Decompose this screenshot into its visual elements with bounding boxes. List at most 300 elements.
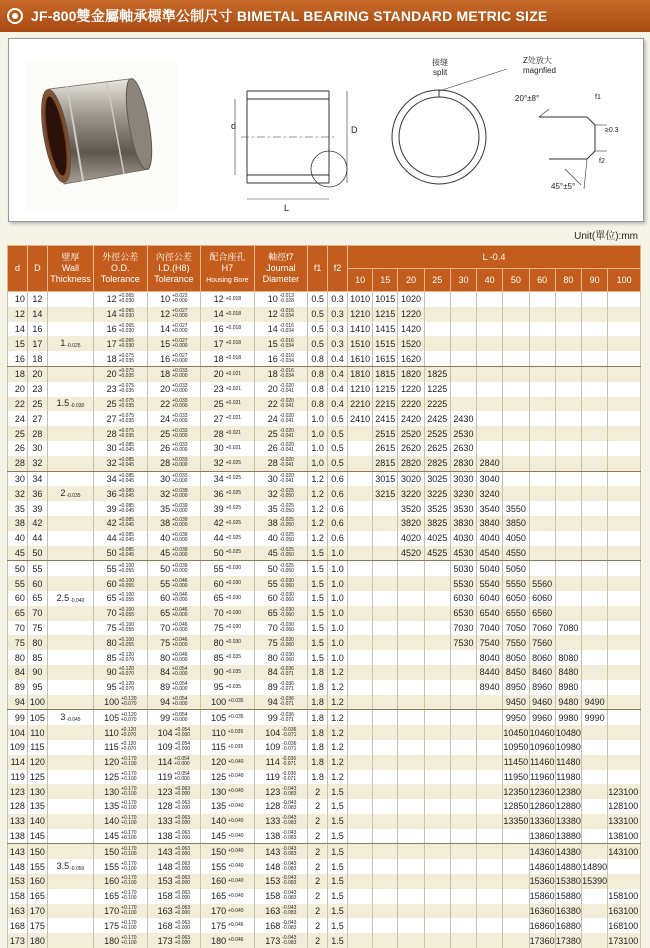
cell-L-25 [424, 665, 450, 680]
cell-journal-tol-lower: -0.083 [282, 806, 296, 811]
cell-journal-tol-upper: -0.020 [280, 458, 294, 463]
cell-id-tol-upper: +0.054 [172, 667, 187, 672]
cell-journal [254, 576, 308, 591]
cell-L-20: 1620 [398, 351, 424, 366]
cell-f2: 1.0 [328, 650, 348, 665]
cell-f1: 1.2 [308, 501, 328, 516]
cell-L-20 [398, 770, 424, 785]
cell-journal-tol-upper: -0.016 [280, 309, 294, 314]
cell-wall [47, 680, 93, 695]
cell-L-20: 2620 [398, 441, 424, 456]
cell-L-50 [503, 486, 529, 501]
cell-f1: 1.2 [308, 471, 328, 486]
cell-L-80 [555, 561, 581, 576]
cell-f2: 1.2 [328, 725, 348, 740]
cell-id-tol-upper: +0.046 [172, 638, 187, 643]
cell-L-20: 3820 [398, 516, 424, 531]
cell-L-50 [503, 859, 529, 874]
cell-housing [201, 740, 255, 755]
cell-housing-tol: +0.021 [226, 416, 241, 421]
cell-housing-value: 145 [211, 831, 226, 841]
cell-id-value: 119 [158, 772, 172, 782]
cell-od-tol-upper: +0.065 [119, 324, 134, 329]
cell-L-80: 15880 [555, 889, 581, 904]
cell-L-100 [608, 695, 641, 710]
cell-id-tol-upper: +0.063 [175, 831, 190, 836]
cell-housing-tol: +0.040 [228, 909, 243, 914]
cell-id-tol-lower: +0.000 [172, 718, 187, 723]
cell-journal-tol-lower: -0.083 [282, 836, 296, 841]
cell-journal-value: 14 [268, 324, 278, 334]
cell-id [147, 546, 201, 561]
cell-L-25: 3825 [424, 516, 450, 531]
cell-journal-tol-lower: -0.060 [280, 613, 294, 618]
cell-journal [254, 844, 308, 859]
cell-L-10 [347, 441, 372, 456]
cell-L-50: 3550 [503, 501, 529, 516]
cell-journal [254, 829, 308, 844]
cell-L-40: 8940 [477, 680, 503, 695]
cell-L-25: 2625 [424, 441, 450, 456]
cell-od-tol-lower: +0.055 [119, 569, 134, 574]
cell-d: 50 [8, 561, 28, 576]
cell-od-tol-upper: +0.170 [121, 936, 136, 941]
cell-od-tol-upper: +0.075 [119, 429, 134, 434]
cell-D: 20 [27, 366, 47, 381]
table-row [8, 740, 641, 755]
cell-id [147, 725, 201, 740]
cell-L-60: 12860 [529, 799, 555, 814]
cell-journal-tol-upper: -0.020 [280, 429, 294, 434]
cell-od-tol-upper: +0.120 [121, 713, 136, 718]
wall-value: 2.5 [57, 593, 70, 603]
cell-L-20 [398, 814, 424, 829]
cell-housing-value: 34 [214, 474, 224, 484]
cell-L-60 [529, 336, 555, 351]
cell-L-15 [373, 531, 398, 546]
cell-L-15 [373, 635, 398, 650]
cell-housing-tol: +0.040 [228, 819, 243, 824]
cell-D: 175 [27, 918, 47, 933]
cell-L-40 [477, 770, 503, 785]
cell-L-60: 14860 [529, 859, 555, 874]
cell-id [147, 501, 201, 516]
cell-journal-tol-upper: -0.020 [280, 414, 294, 419]
cell-id-tol-lower: +0.000 [174, 777, 189, 782]
cell-L-100: 128100 [608, 799, 641, 814]
cell-L-25 [424, 710, 450, 725]
cell-journal [254, 650, 308, 665]
cell-od-tol-lower: +0.045 [119, 479, 134, 484]
cell-L-90 [582, 501, 608, 516]
cell-od-tol-lower: +0.035 [119, 419, 134, 424]
cell-L-10 [347, 933, 372, 948]
cell-f2: 1.0 [328, 591, 348, 606]
cell-d: 138 [8, 829, 28, 844]
cell-housing [201, 441, 255, 456]
cell-L-90: 9490 [582, 695, 608, 710]
cell-L-20: 1420 [398, 322, 424, 337]
cell-od-tol-upper: +0.170 [121, 891, 136, 896]
cell-f1: 1.8 [308, 695, 328, 710]
cell-journal-tol-upper: -0.020 [280, 384, 294, 389]
cell-d: 65 [8, 606, 28, 621]
cell-journal [254, 591, 308, 606]
cell-L-30: 2430 [450, 411, 476, 426]
cell-L-20 [398, 606, 424, 621]
cell-L-80 [555, 292, 581, 307]
cell-L-15 [373, 889, 398, 904]
cell-id-tol-lower: +0.000 [172, 479, 187, 484]
cell-housing-tol: +0.018 [226, 312, 241, 317]
cell-id [147, 784, 201, 799]
cell-id-tol-upper: +0.046 [172, 593, 187, 598]
cell-wall [47, 411, 93, 426]
cell-housing [201, 366, 255, 381]
cell-L-50 [503, 426, 529, 441]
cell-L-100: 123100 [608, 784, 641, 799]
cell-D: 145 [27, 829, 47, 844]
cell-D: 120 [27, 755, 47, 770]
cell-L-90: 9990 [582, 710, 608, 725]
split-label-en: split [433, 68, 448, 77]
cell-od-tol-upper: +0.100 [119, 608, 134, 613]
cell-wall [47, 770, 93, 785]
cell-journal-tol-lower: -0.071 [280, 702, 294, 707]
cell-journal-tol-lower: -0.071 [280, 718, 294, 723]
header-D: D [27, 246, 47, 292]
cell-id-tol-lower: +0.000 [172, 329, 187, 334]
cell-journal [254, 665, 308, 680]
cell-journal-value: 80 [268, 653, 278, 663]
cell-L-30: 5530 [450, 576, 476, 591]
cell-f1: 1.8 [308, 710, 328, 725]
cell-f2: 1.5 [328, 874, 348, 889]
cell-journal [254, 531, 308, 546]
cell-L-90 [582, 397, 608, 412]
cell-od-value: 85 [107, 653, 117, 663]
cell-L-60: 10960 [529, 740, 555, 755]
cell-L-100 [608, 366, 641, 381]
cell-L-30 [450, 874, 476, 889]
cell-journal-value: 50 [268, 564, 278, 574]
cell-L-80: 14880 [555, 859, 581, 874]
cell-journal [254, 336, 308, 351]
cell-L-25 [424, 621, 450, 636]
cell-L-60 [529, 516, 555, 531]
cell-journal-tol-upper: -0.030 [280, 653, 294, 658]
cell-L-60 [529, 486, 555, 501]
cell-id-tol-upper: +0.039 [172, 564, 187, 569]
cell-id-value: 55 [160, 579, 170, 589]
cell-od [94, 635, 148, 650]
cell-f1: 1.5 [308, 546, 328, 561]
cell-wall [47, 621, 93, 636]
cell-journal-value: 35 [268, 504, 278, 514]
cell-L-100 [608, 382, 641, 397]
cell-journal-tol-lower: -0.050 [280, 509, 294, 514]
cell-journal [254, 292, 308, 307]
cell-journal-tol-upper: -0.016 [280, 324, 294, 329]
cell-L-50: 8950 [503, 680, 529, 695]
cell-L-40 [477, 829, 503, 844]
cell-D: 170 [27, 904, 47, 919]
cell-od-tol-upper: +0.120 [119, 682, 134, 687]
cell-L-40: 6040 [477, 591, 503, 606]
header-L-30: 30 [450, 269, 476, 292]
cell-od-tol-lower: +0.045 [119, 553, 134, 558]
cell-id [147, 844, 201, 859]
cell-id-tol-upper: +0.054 [172, 697, 187, 702]
cell-id-value: 173 [158, 936, 173, 946]
cell-L-100 [608, 591, 641, 606]
cell-f2: 0.6 [328, 531, 348, 546]
cell-L-50 [503, 322, 529, 337]
cell-D: 180 [27, 933, 47, 948]
cell-L-25: 3525 [424, 501, 450, 516]
cell-L-10 [347, 874, 372, 889]
cell-id-tol-lower: +0.000 [172, 509, 187, 514]
cell-D: 65 [27, 591, 47, 606]
cell-L-100 [608, 486, 641, 501]
cell-L-40 [477, 351, 503, 366]
cell-journal-tol-lower: -0.050 [280, 569, 294, 574]
cell-housing [201, 531, 255, 546]
cell-L-80 [555, 411, 581, 426]
table-row [8, 695, 641, 710]
cell-od-tol-upper: +0.085 [119, 504, 134, 509]
cell-journal [254, 486, 308, 501]
cell-L-30: 2630 [450, 441, 476, 456]
cell-f2: 1.0 [328, 576, 348, 591]
cell-housing-tol: +0.030 [226, 596, 241, 601]
cell-od-tol-lower: +0.100 [121, 926, 136, 931]
cell-journal-value: 40 [268, 533, 278, 543]
cell-od-value: 170 [104, 906, 119, 916]
cell-journal-tol-lower: -0.041 [280, 389, 294, 394]
cell-journal-value: 24 [268, 414, 278, 424]
cell-id-tol-lower: +0.000 [172, 538, 187, 543]
cell-housing [201, 501, 255, 516]
cell-d: 16 [8, 351, 28, 366]
cell-od-value: 175 [104, 921, 119, 931]
cell-f1: 1.5 [308, 621, 328, 636]
cell-L-60: 11460 [529, 755, 555, 770]
cell-od [94, 486, 148, 501]
cell-L-40 [477, 336, 503, 351]
wall-tol: -0.050 [70, 861, 84, 872]
cell-housing-tol: +0.030 [226, 581, 241, 586]
cell-L-40 [477, 695, 503, 710]
cell-L-60: 8060 [529, 650, 555, 665]
cell-L-25 [424, 799, 450, 814]
cell-id-tol-upper: +0.027 [172, 339, 187, 344]
cell-od [94, 336, 148, 351]
cell-L-20 [398, 844, 424, 859]
cell-journal-tol-upper: -0.025 [280, 548, 294, 553]
cell-journal [254, 322, 308, 337]
cell-od-tol-upper: +0.120 [119, 653, 134, 658]
cell-housing-value: 155 [211, 862, 226, 872]
cell-L-100: 143100 [608, 844, 641, 859]
cell-L-10 [347, 531, 372, 546]
cell-L-90 [582, 933, 608, 948]
cell-journal-value: 60 [268, 593, 278, 603]
cell-f1: 0.5 [308, 336, 328, 351]
cell-id [147, 695, 201, 710]
cell-id-tol-lower: +0.000 [172, 299, 187, 304]
cell-id-tol-upper: +0.054 [172, 682, 187, 687]
cell-journal [254, 307, 308, 322]
side-section-drawing [235, 91, 347, 199]
cell-journal-value: 22 [268, 399, 278, 409]
cell-L-10: 1210 [347, 307, 372, 322]
cell-id-value: 109 [158, 742, 173, 752]
cell-od-tol-upper: +0.100 [119, 564, 134, 569]
cell-d: 30 [8, 471, 28, 486]
cell-od-tol-lower: +0.035 [119, 359, 134, 364]
cell-f1: 2 [308, 814, 328, 829]
cell-d: 45 [8, 546, 28, 561]
cell-f2: 0.6 [328, 516, 348, 531]
cell-L-50 [503, 336, 529, 351]
cell-journal [254, 621, 308, 636]
cell-f1: 0.5 [308, 322, 328, 337]
label-f1: f1 [595, 94, 601, 101]
cell-f2: 1.5 [328, 829, 348, 844]
cell-L-10 [347, 591, 372, 606]
cell-D: 140 [27, 814, 47, 829]
cell-L-60 [529, 382, 555, 397]
cell-journal-tol-lower: -0.034 [280, 359, 294, 364]
cell-id [147, 292, 201, 307]
cell-L-60: 17360 [529, 933, 555, 948]
cell-L-10 [347, 501, 372, 516]
cell-d: 84 [8, 665, 28, 680]
cell-L-30 [450, 680, 476, 695]
cell-wall [47, 426, 93, 441]
cell-L-80 [555, 322, 581, 337]
cell-L-20 [398, 635, 424, 650]
cell-id [147, 799, 201, 814]
cell-L-100 [608, 516, 641, 531]
cell-od-value: 95 [107, 682, 117, 692]
cell-L-40 [477, 799, 503, 814]
cell-housing [201, 874, 255, 889]
cell-journal [254, 516, 308, 531]
cell-od [94, 695, 148, 710]
cell-L-40 [477, 889, 503, 904]
cell-D: 39 [27, 501, 47, 516]
table-row [8, 844, 641, 859]
table-row [8, 351, 641, 366]
cell-journal-tol-lower: -0.060 [280, 643, 294, 648]
cell-journal-tol-lower: -0.041 [280, 479, 294, 484]
cell-journal-tol-lower: -0.041 [280, 404, 294, 409]
cell-id-tol-upper: +0.033 [172, 399, 187, 404]
cell-journal-tol-upper: -0.030 [280, 638, 294, 643]
cell-od-tol-lower: +0.055 [119, 598, 134, 603]
cell-journal [254, 814, 308, 829]
split-label-cn: 接缝 [432, 57, 448, 67]
cell-id-tol-lower: +0.000 [175, 836, 190, 841]
cell-housing [201, 799, 255, 814]
cell-D: 55 [27, 561, 47, 576]
cell-L-15 [373, 501, 398, 516]
cell-D: 16 [27, 322, 47, 337]
cell-L-100 [608, 307, 641, 322]
cell-od [94, 621, 148, 636]
cell-housing-value: 110 [211, 728, 225, 738]
cell-id-value: 80 [160, 653, 170, 663]
cell-L-90 [582, 382, 608, 397]
cell-journal-tol-upper: -0.025 [280, 518, 294, 523]
cell-id-value: 20 [160, 384, 170, 394]
cell-housing-tol: +0.040 [228, 879, 243, 884]
cell-housing [201, 591, 255, 606]
cell-L-15 [373, 591, 398, 606]
cell-wall [47, 874, 93, 889]
cell-f2: 0.3 [328, 292, 348, 307]
cell-L-30: 3830 [450, 516, 476, 531]
cell-od-tol-lower: +0.070 [119, 658, 134, 663]
label-L: L [284, 203, 289, 213]
cell-id-tol-upper: +0.046 [172, 608, 187, 613]
cell-d: 75 [8, 635, 28, 650]
cell-od [94, 501, 148, 516]
cell-f2: 0.4 [328, 397, 348, 412]
cell-L-20: 2420 [398, 411, 424, 426]
cell-housing-value: 17 [214, 339, 224, 349]
cell-id-tol-lower: +0.000 [172, 434, 187, 439]
cell-D: 155 [27, 859, 47, 874]
cell-f2: 1.5 [328, 799, 348, 814]
cell-id [147, 382, 201, 397]
cell-id-value: 15 [160, 339, 170, 349]
cell-L-100 [608, 621, 641, 636]
cell-id-tol-upper: +0.063 [175, 847, 190, 852]
cell-L-20 [398, 680, 424, 695]
cell-journal-value: 65 [268, 608, 278, 618]
cell-od-value: 155 [104, 862, 119, 872]
cell-L-50 [503, 441, 529, 456]
cell-housing-value: 170 [211, 906, 226, 916]
cell-L-60: 16360 [529, 904, 555, 919]
cell-id [147, 561, 201, 576]
cell-wall [47, 710, 93, 725]
cell-id-tol-upper: +0.063 [175, 921, 190, 926]
cell-od-tol-lower: +0.055 [119, 584, 134, 589]
cell-journal-tol-lower: -0.041 [280, 434, 294, 439]
cell-L-20: 4020 [398, 531, 424, 546]
cell-L-15 [373, 933, 398, 948]
cell-f1: 1.2 [308, 516, 328, 531]
cell-L-40 [477, 725, 503, 740]
cell-L-60: 8960 [529, 680, 555, 695]
cell-wall [47, 904, 93, 919]
cell-od [94, 829, 148, 844]
cell-journal [254, 426, 308, 441]
cell-L-10 [347, 426, 372, 441]
cell-L-10 [347, 456, 372, 471]
cell-L-90 [582, 292, 608, 307]
cell-housing-value: 135 [211, 801, 226, 811]
cell-L-30 [450, 382, 476, 397]
cell-id-tol-lower: +0.000 [175, 821, 190, 826]
cell-L-80: 9480 [555, 695, 581, 710]
cell-L-40: 3040 [477, 471, 503, 486]
cell-od [94, 859, 148, 874]
